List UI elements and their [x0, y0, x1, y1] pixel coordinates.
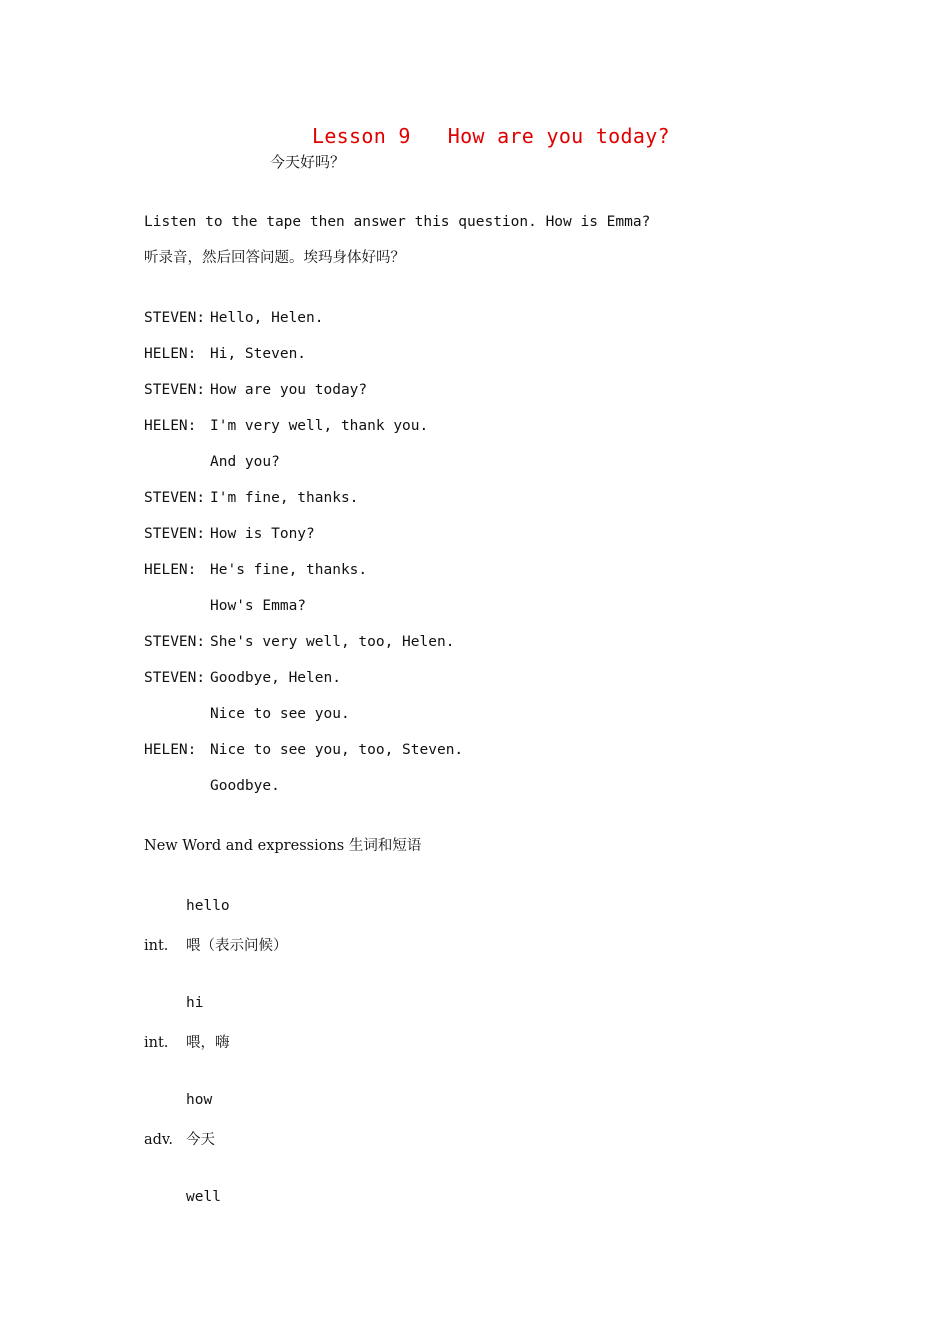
speaker-name: STEVEN: [144, 670, 206, 686]
dialogue-line [144, 634, 455, 670]
dialogue-line [144, 778, 280, 814]
dialogue-line [144, 562, 368, 598]
vocab-definition [144, 1031, 230, 1052]
dialogue-line [144, 310, 324, 346]
speaker-name: STEVEN: [144, 310, 206, 326]
speech-text: Nice to see you. [210, 706, 350, 722]
speaker-name: STEVEN: [144, 526, 206, 542]
dialogue-line [144, 346, 307, 382]
speech-text: And you? [210, 454, 280, 470]
vocab-word: how [186, 1092, 213, 1108]
dialogue-line [144, 490, 359, 526]
part-of-speech: int. [144, 1035, 169, 1051]
speaker-name: HELEN: [144, 742, 197, 758]
speaker-name: HELEN: [144, 418, 197, 434]
speech-text: I'm fine, thanks. [210, 490, 359, 506]
dialogue-line [144, 742, 464, 778]
speech-text: I'm very well, thank you. [210, 418, 429, 434]
speech-text: How's Emma? [210, 598, 307, 614]
speech-text: Goodbye, Helen. [210, 670, 341, 686]
speaker-name: STEVEN: [144, 382, 206, 398]
lesson-title: Lesson 9 How are you today? [312, 124, 670, 148]
speech-text: Hello, Helen. [210, 310, 324, 326]
instruction-chinese: 听录音，然后回答问题。埃玛身体好吗？ [144, 250, 405, 266]
lesson-subtitle: 今天好吗？ [270, 153, 346, 171]
speech-text: Hi, Steven. [210, 346, 307, 362]
speaker-name: HELEN: [144, 562, 197, 578]
vocab-meaning: 今天 [186, 1132, 215, 1148]
speech-text: He's fine, thanks. [210, 562, 368, 578]
part-of-speech: int. [144, 938, 169, 954]
dialogue-line [144, 526, 315, 562]
speaker-name: HELEN: [144, 346, 197, 362]
vocab-meaning: 喂（表示问候） [186, 938, 288, 954]
speech-text: She's very well, too, Helen. [210, 634, 455, 650]
speech-text: How are you today? [210, 382, 368, 398]
speech-text: Goodbye. [210, 778, 280, 794]
instruction-english: Listen to the tape then answer this question. How is Emma? [144, 214, 651, 230]
vocab-definition [144, 1128, 215, 1149]
vocab-word: hello [186, 898, 230, 914]
speaker-name: STEVEN: [144, 634, 206, 650]
speech-text: How is Tony? [210, 526, 315, 542]
dialogue [144, 310, 464, 814]
dialogue-line [144, 454, 280, 490]
speaker-name: STEVEN: [144, 490, 206, 506]
vocab-word: well [186, 1189, 221, 1205]
speech-text: Nice to see you, too, Steven. [210, 742, 464, 758]
dialogue-line [144, 598, 307, 634]
vocab-definition [144, 934, 288, 955]
dialogue-line [144, 670, 341, 706]
vocab-heading: New Word and expressions 生词和短语 [144, 838, 422, 854]
vocab-meaning: 喂，嗨 [186, 1035, 230, 1051]
dialogue-line [144, 418, 429, 454]
vocab-word: hi [186, 995, 204, 1011]
part-of-speech: adv. [144, 1132, 174, 1148]
dialogue-line [144, 382, 368, 418]
dialogue-line [144, 706, 350, 742]
